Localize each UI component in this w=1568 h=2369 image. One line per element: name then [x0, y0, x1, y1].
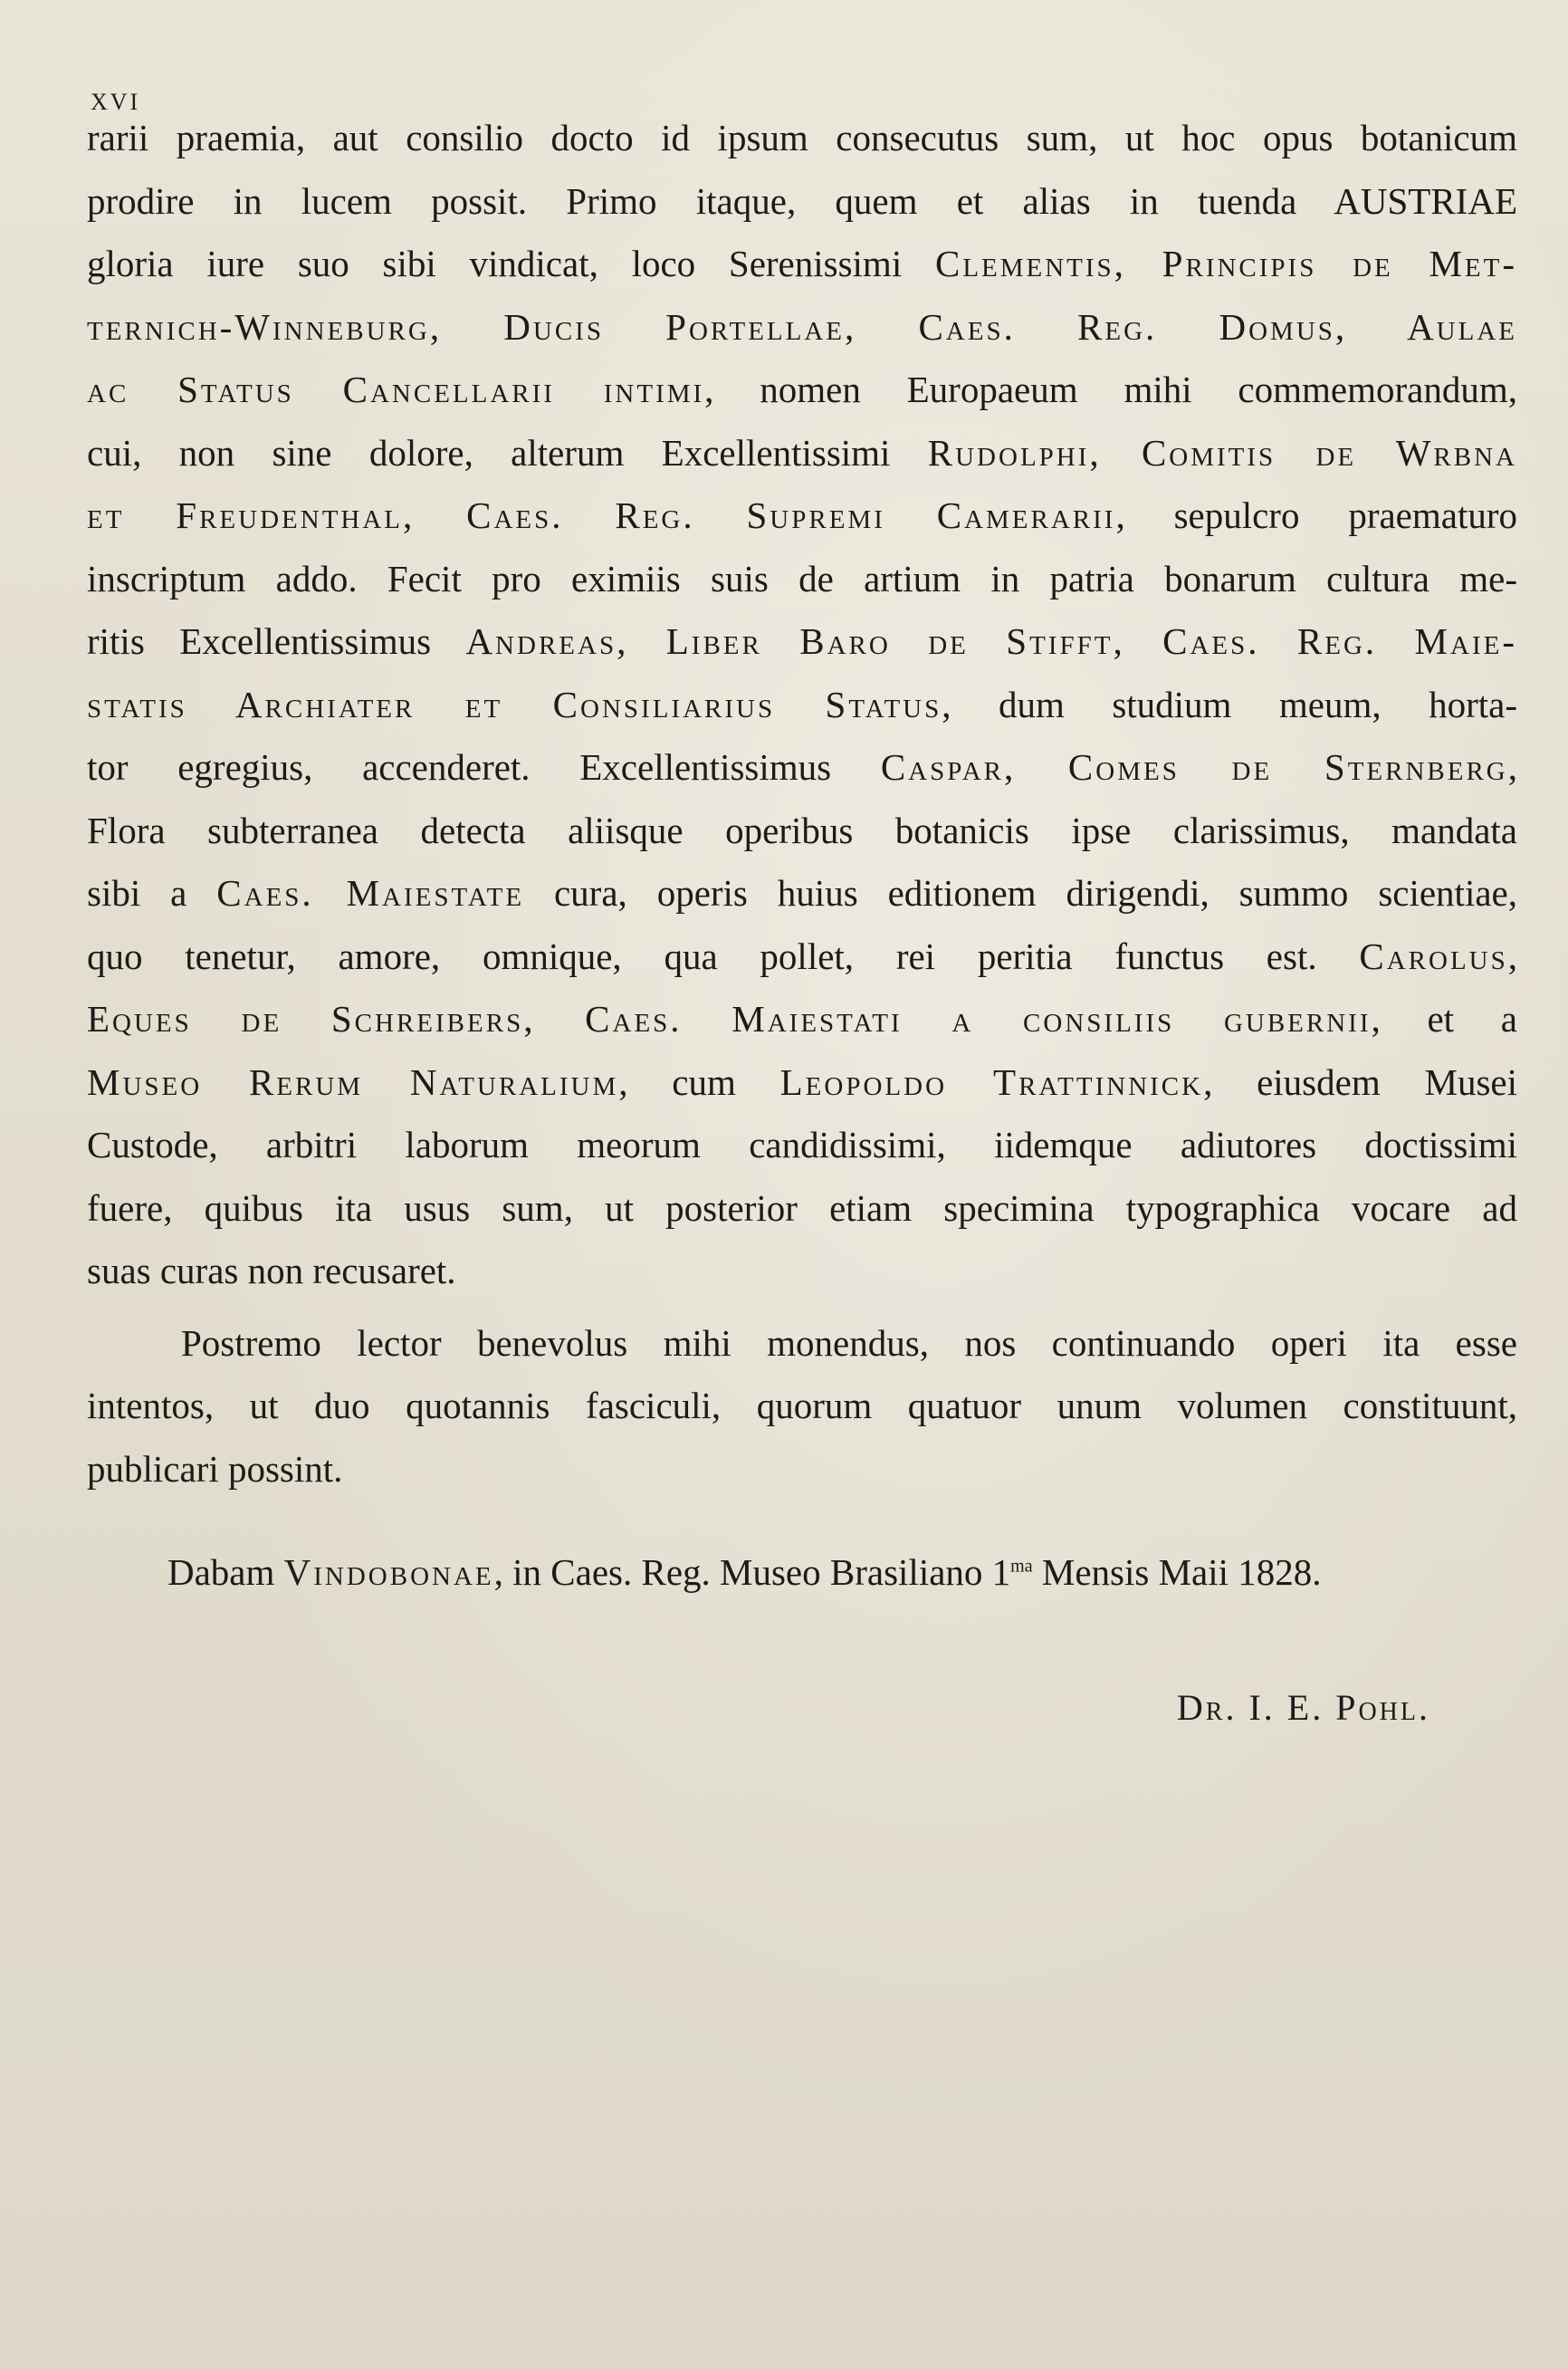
text-line	[87, 296, 1517, 360]
small-caps-run: Museo Rerum Naturalium	[87, 1060, 619, 1103]
small-caps-run: Caspar, Comes de Sternberg	[880, 746, 1508, 788]
dateline-ordinal: ma	[1010, 1556, 1033, 1577]
body-text	[87, 107, 1517, 1501]
text-line	[87, 1114, 1517, 1177]
small-caps-run: Clementis, Principis de Met-	[934, 243, 1517, 284]
text-line	[87, 1312, 1517, 1376]
text-line	[87, 548, 1517, 611]
small-caps-run: ac Status Cancellarii intimi	[87, 369, 705, 410]
text-run: , sepulcro praematuro	[1115, 494, 1518, 536]
text-run: suas curas non recusaret.	[87, 1250, 456, 1291]
small-caps-run: Rudolphi, Comitis de Wrbna	[927, 431, 1517, 474]
dateline-end: Mensis Maii 1828.	[1032, 1551, 1322, 1593]
text-line	[87, 862, 1517, 926]
text-run: Custode, arbitri laborum meorum candidissimi, iidemque adiutores doctissimi	[87, 1124, 1517, 1165]
text-line	[87, 800, 1517, 863]
text-run: Postremo lector benevolus mihi monendus, nos continuando operi ita esse	[181, 1321, 1517, 1364]
small-caps-run: ternich-Winneburg, Ducis Portellae, Caes. Reg. Domus, Aulae	[87, 305, 1517, 348]
small-caps-run: Leopoldo Trattinnick	[779, 1060, 1204, 1103]
text-run: rarii praemia, aut consilio docto id ipsum consecutus sum, ut hoc opus botanicum	[87, 117, 1517, 158]
author-signature: Dr. I. E. Pohl.	[1176, 1687, 1430, 1728]
text-run: cui, non sine dolore, alterum Excellentissimi	[87, 431, 928, 474]
text-run: , nomen Europaeum mihi commemorandum,	[704, 369, 1517, 410]
small-caps-run: Carolus	[1359, 935, 1508, 977]
text-line	[87, 107, 1517, 170]
text-run: fuere, quibus ita usus sum, ut posterior etiam specimina typographica vocare ad	[87, 1186, 1517, 1229]
text-line	[87, 170, 1517, 234]
text-run: Flora subterranea detecta aliisque operibus botanicis ipse clarissimus, mandata	[87, 809, 1517, 851]
text-run: tor egregius, accenderet. Excellentissimus	[87, 746, 881, 788]
small-caps-run: statis Archiater et Consiliarius Status	[87, 683, 942, 725]
text-line	[87, 1177, 1517, 1241]
text-run: quo tenetur, amore, omnique, qua pollet, rei peritia functus est.	[87, 935, 1360, 977]
paragraph-acknowledgements	[87, 107, 1517, 1303]
text-line	[87, 1240, 1517, 1303]
small-caps-run: Caes. Maiestate	[216, 872, 525, 914]
text-run: prodire in lucem possit. Primo itaque, quem et alias in tuenda AUSTRIAE	[87, 179, 1517, 222]
text-run: , dum studium meum, horta-	[942, 683, 1517, 725]
text-run: intentos, ut duo quotannis fasciculi, quorum quatuor unum volumen constituunt,	[87, 1385, 1517, 1426]
text-line	[87, 484, 1517, 548]
text-line	[87, 233, 1517, 296]
text-run: , cum	[618, 1060, 780, 1103]
small-caps-run: et Freudenthal, Caes. Reg. Supremi Camerarii	[87, 494, 1116, 536]
text-line	[87, 1375, 1517, 1438]
text-run: ritis Excellentissimus	[87, 620, 466, 662]
text-run: publicari possint.	[87, 1447, 343, 1490]
small-caps-run: Eques de Schreibers, Caes. Maiestati a consiliis gubernii	[87, 998, 1372, 1040]
text-line	[87, 988, 1517, 1051]
dateline-middle: , in Caes. Reg. Museo Brasiliano 1	[493, 1551, 1011, 1593]
text-run: cura, operis huius editionem dirigendi, summo scientiae,	[524, 872, 1517, 914]
dateline-place: Vindobonae	[283, 1551, 494, 1593]
text-line	[87, 736, 1517, 800]
text-run: inscriptum addo. Fecit pro eximiis suis de artium in patria bonarum cultura me-	[87, 557, 1517, 599]
dateline	[167, 1550, 1322, 1594]
text-line	[87, 359, 1517, 422]
text-run: , eiusdem Musei	[1203, 1060, 1518, 1103]
page-number: XVI	[91, 89, 141, 115]
text-line	[87, 610, 1517, 674]
text-line	[87, 674, 1517, 737]
text-line	[87, 422, 1517, 485]
text-line	[87, 1051, 1517, 1115]
text-run: sibi a	[87, 872, 217, 914]
text-run: gloria iure suo sibi vindicat, loco Serenissimi	[87, 243, 935, 284]
small-caps-run: Andreas, Liber Baro de Stifft, Caes. Reg. Maie-	[465, 620, 1517, 662]
text-line	[87, 1438, 1517, 1501]
paragraph-notice	[87, 1312, 1517, 1501]
dateline-prefix: Dabam	[167, 1551, 284, 1593]
text-line	[87, 926, 1517, 989]
text-run: , et a	[1371, 998, 1517, 1040]
text-run: ,	[1507, 935, 1517, 977]
text-run: ,	[1507, 746, 1517, 788]
